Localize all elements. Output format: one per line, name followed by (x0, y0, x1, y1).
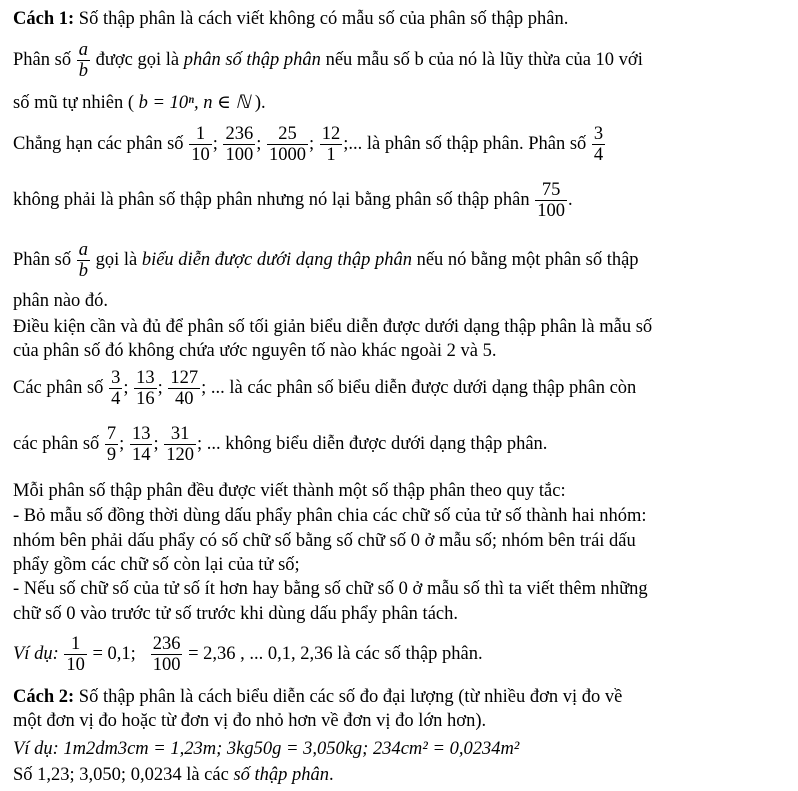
numerator: 1 (64, 634, 87, 655)
text: = 2,36 , ... 0,1, 2,36 là các số thập phân. (183, 643, 483, 664)
denominator: b (78, 61, 88, 81)
numerator: 25 (267, 124, 308, 145)
line-8: Điều kiện cần và đủ để phân số tối giản biểu diễn được dưới dạng thập phân là mẫu số (13, 317, 653, 337)
text: không phải là phân số thập phân nhưng nó lại bằng phân số thập phân (13, 189, 535, 210)
numerator: 13 (131, 424, 151, 444)
line-14: nhóm bên phải dấu phẩy có số chữ số bằng số chữ số 0 ở mẫu số; nhóm bên trái dấu (13, 531, 636, 551)
numerator: 31 (164, 424, 196, 445)
denominator: 1 (326, 145, 336, 165)
line-5 (13, 180, 573, 221)
fraction (130, 424, 153, 465)
numerator: a (78, 240, 88, 260)
numerator: 3 (593, 124, 604, 144)
line-12: Mỗi phân số thập phân đều được viết thành một số thập phân theo quy tắc: (13, 481, 566, 501)
fraction (109, 368, 122, 409)
text: Phân số (13, 49, 76, 70)
heading-cach-2: Cách 2: (13, 687, 75, 707)
denominator: 40 (174, 389, 194, 409)
denominator: 10 (66, 655, 85, 675)
numerator: 1 (189, 124, 212, 145)
line-18 (13, 634, 483, 675)
line-16: - Nếu số chữ số của tử số ít hơn hay bằng số chữ số 0 ở mẫu số thì ta viết thêm những (13, 579, 648, 599)
fraction (223, 124, 255, 165)
heading-cach-1: Cách 1: (13, 9, 75, 29)
numerator: 236 (225, 124, 254, 144)
text: nếu mẫu số b của nó là lũy thừa của 10 với (320, 49, 643, 70)
text: ). (250, 93, 266, 113)
fraction (164, 424, 196, 465)
fraction (168, 368, 200, 409)
line-3 (13, 92, 266, 114)
fraction (189, 124, 212, 165)
denominator: 4 (111, 389, 121, 409)
denominator: 1000 (268, 145, 306, 165)
italic-term: phân số thập phân (183, 49, 321, 70)
line-4: Chẳng hạn các phân số $\frac{1}{10}$ ; $\frac{236}{100}$ ; $\frac{25}{1000}$ ; $\frac{12}{1}$ ;... là phân số thập phân. Phân số $\frac{3}{4}$ (13, 124, 604, 165)
text: Số thập phân là cách viết không có mẫu số của phân số thập phân. (74, 9, 569, 29)
denominator: 100 (152, 655, 181, 675)
math-expression: b = 10ⁿ, n ∈ ℕ (138, 93, 251, 113)
denominator: 10 (191, 145, 210, 165)
numerator: 127 (170, 368, 199, 388)
denominator: 4 (593, 145, 604, 165)
denominator: 14 (131, 445, 151, 465)
fraction (592, 124, 605, 165)
fraction (134, 368, 157, 409)
fraction (535, 180, 567, 221)
line-11: các phân số $\frac{7}{9}$ ; $\frac{13}{14}$ ; $\frac{31}{120}$ ; ... không biểu diễn được dưới dạng thập phân. (13, 424, 548, 465)
text: Phân số (13, 249, 76, 270)
denominator: b (78, 261, 88, 281)
text: ; ... không biểu diễn được dưới dạng thập phân. (196, 433, 548, 454)
denominator: 100 (537, 201, 566, 221)
numerator: 3 (111, 368, 121, 388)
text: = 0,1; (87, 643, 136, 664)
text: . (568, 189, 573, 210)
math-expression: 1m2dm3cm = 1,23m; 3kg50g = 3,050kg; 234cm² = 0,0234m² (58, 739, 520, 759)
text: ;... là phân số thập phân. Phân số (343, 133, 591, 154)
line-10: Các phân số $\frac{3}{4}$ ; $\frac{13}{16}$ ; $\frac{127}{40}$ ; ... là các phân số biểu diễn được dưới dạng thập phân còn (13, 368, 637, 409)
denominator: 120 (166, 445, 194, 465)
fraction (320, 124, 343, 165)
fraction (64, 634, 87, 675)
line-6 (13, 240, 639, 281)
text: Số 1,23; 3,050; 0,0234 là các (13, 765, 234, 785)
text: các phân số (13, 433, 104, 454)
denominator: 16 (136, 389, 155, 409)
fraction (267, 124, 308, 165)
text: Số thập phân là cách biểu diễn các số đo đại lượng (từ nhiều đơn vị đo về (74, 687, 623, 707)
line-20: một đơn vị đo hoặc từ đơn vị đo nhỏ hơn về đơn vị đo lớn hơn). (13, 711, 487, 731)
text: . (329, 765, 334, 785)
text: Các phân số (13, 377, 109, 398)
numerator: 236 (152, 634, 181, 654)
line-17: chữ số 0 vào trước tử số trước khi dùng dấu phẩy phân tách. (13, 604, 458, 624)
line-15: phẩy gồm các chữ số còn lại của tử số; (13, 555, 300, 575)
fraction (151, 634, 183, 675)
line-9: của phân số đó không chứa ước nguyên tố nào khác ngoài 2 và 5. (13, 341, 497, 361)
fraction-a-b (77, 40, 90, 81)
numerator: 7 (106, 424, 117, 444)
fraction (105, 424, 118, 465)
denominator: 9 (106, 445, 117, 465)
text: nếu nó bằng một phân số thập (411, 249, 639, 270)
italic-term: số thập phân (233, 765, 330, 785)
line-1 (13, 8, 568, 30)
line-21 (13, 738, 519, 760)
line-13: - Bỏ mẫu số đồng thời dùng dấu phẩy phân chia các chữ số của tử số thành hai nhóm: (13, 506, 647, 526)
numerator: 12 (321, 124, 341, 144)
text: được gọi là (95, 49, 184, 70)
text: gọi là (95, 249, 142, 270)
line-22 (13, 764, 334, 786)
italic-term: biểu diễn được dưới dạng thập phân (141, 249, 412, 270)
text: số mũ tự nhiên ( (13, 93, 139, 113)
example-label: Ví dụ: (13, 739, 59, 759)
line-7: phân nào đó. (13, 291, 109, 311)
line-2 (13, 40, 643, 81)
example-label: Ví dụ: (13, 643, 59, 664)
text: ; ... là các phân số biểu diễn được dưới dạng thập phân còn (201, 377, 637, 398)
denominator: 100 (225, 145, 254, 165)
numerator: 13 (136, 368, 155, 388)
fraction-a-b (77, 240, 90, 281)
text: Chẳng hạn các phân số (13, 133, 189, 154)
numerator: 75 (535, 180, 567, 201)
numerator: a (78, 40, 88, 60)
line-19 (13, 686, 622, 708)
